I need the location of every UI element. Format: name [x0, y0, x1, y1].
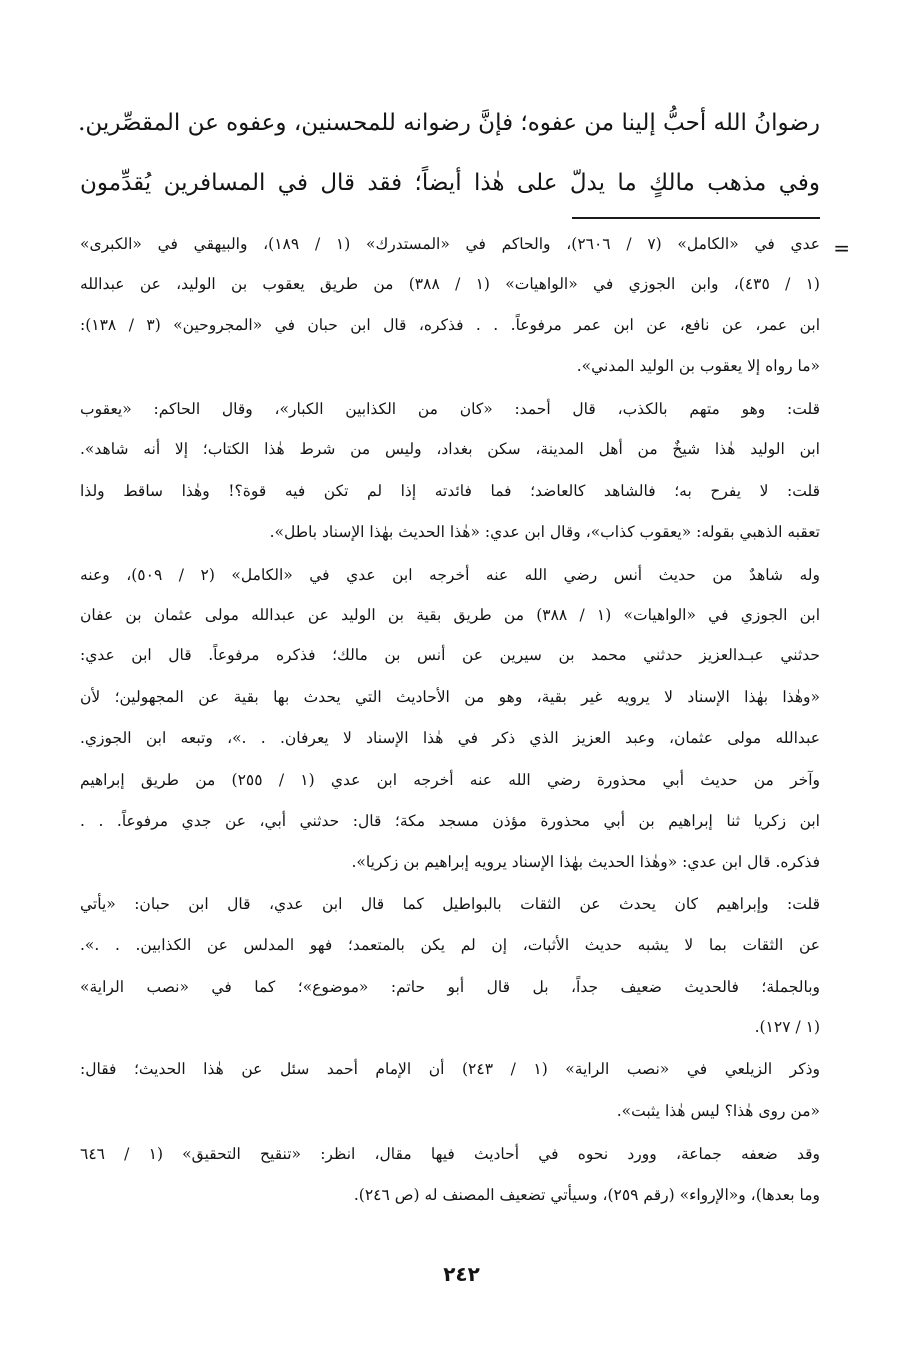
footnote-line-20: (١ / ١٢٧).	[754, 1018, 820, 1036]
footnote-line-14: وآخر من حديث أبي محذورة رضي الله عنه أخرجه ابن عدي (١ / ٢٥٥) من طريق إبراهيم	[80, 771, 820, 789]
footnote-line-7: قلت: لا يفرح به؛ فالشاهد كالعاضد؛ فما فائدته إذا لم تكن فيه قوة؟! وهٰذا ساقط ولذا	[80, 482, 820, 500]
footnote-line-17: قلت: وإبراهيم كان يحدث عن الثقات بالبواطيل كما قال ابن عدي، قال ابن حبان: «يأتي	[80, 895, 820, 913]
footnote-line-5: قلت: وهو متهم بالكذب، قال أحمد: «كان من الكذابين الكبار»، وقال الحاكم: «يعقوب	[80, 400, 820, 418]
main-text-line-2: وفي مذهب مالكٍ ما يدلّ على هٰذا أيضاً؛ فقد قال في المسافرين يُقدِّمون	[80, 170, 820, 196]
footnote-continuation-marker: =	[833, 236, 850, 260]
footnote-line-4: «ما رواه إلا يعقوب بن الوليد المدني».	[576, 357, 820, 375]
footnote-line-21: وذكر الزيلعي في «نصب الراية» (١ / ٢٤٣) أن الإمام أحمد سئل عن هٰذا الحديث؛ فقال:	[80, 1060, 821, 1078]
footnote-line-11: حدثني عبـدالعزيز حدثني محمد بن سيرين عن أنس بن مالك؛ فذكره مرفوعاً. قال ابن عدي:	[80, 646, 820, 664]
footnote-line-8: تعقبه الذهبي بقوله: «يعقوب كذاب»، وقال ابن عدي: «هٰذا الحديث بهٰذا الإسناد باطل».	[269, 523, 820, 541]
footnote-line-10: ابن الجوزي في «الواهيات» (١ / ٣٨٨) من طريق بقية بن الوليد عن عبدالله مولى عثمان بن عفان	[80, 606, 821, 624]
footnote-line-6: ابن الوليد هٰذا شيخٌ من أهل المدينة، سكن بغداد، وليس من شرط هٰذا الكتاب؛ إلا أنه شاهد».	[80, 440, 820, 458]
main-text-line-1: رضوانُ الله أحبُّ إلينا من عفوه؛ فإنَّ رضوانه للمحسنين، وعفوه عن المقصِّرين.	[78, 110, 820, 136]
footnote-line-16: فذكره. قال ابن عدي: «وهٰذا الحديث بهٰذا الإسناد يرويه إبراهيم بن زكريا».	[351, 853, 820, 871]
footnote-line-22: «من روى هٰذا؟ ليس هٰذا يثبت».	[616, 1102, 820, 1120]
footnote-line-13: عبدالله مولى عثمان، وعبد العزيز الذي ذكر في هٰذا الإسناد لا يعرفان. . .»، وتبعه ابن الجوزي.	[80, 729, 820, 747]
footnote-line-23: وقد ضعفه جماعة، وورد نحوه في أحاديث فيها مقال، انظر: «تنقيح التحقيق» (١ / ٦٤٦	[80, 1145, 820, 1163]
footnote-line-18: عن الثقات بما لا يشبه حديث الأثبات، إن لم يكن بالمتعمد؛ فهو المدلس عن الكذابين. . .».	[80, 936, 820, 954]
footnote-line-2: (١ / ٤٣٥)، وابن الجوزي في «الواهيات» (١ / ٣٨٨) من طريق يعقوب بن الوليد، عن عبدالله	[80, 275, 820, 293]
footnote-line-1: عدي في «الكامل» (٧ / ٢٦٠٦)، والحاكم في «المستدرك» (١ / ١٨٩)، والبيهقي في «الكبرى»	[80, 235, 821, 253]
footnote-separator	[572, 217, 820, 219]
footnote-line-12: «وهٰذا بهٰذا الإسناد لا يرويه غير بقية، وهو من الأحاديث التي يحدث بها بقية عن المجهولين؛ لأن	[80, 688, 820, 706]
footnote-line-3: ابن عمر، عن نافع، عن ابن عمر مرفوعاً. . . فذكره، قال ابن حبان في «المجروحين» (٣ / ١٣٨):	[80, 316, 820, 334]
footnote-line-19: وبالجملة؛ فالحديث ضعيف جداً، بل قال أبو حاتم: «موضوع»؛ كما في «نصب الراية»	[80, 978, 820, 996]
footnote-line-15: ابن زكريا ثنا إبراهيم بن أبي محذورة مؤذن مسجد مكة؛ قال: حدثني أبي، عن جدي مرفوعاً. . .	[80, 812, 820, 830]
footnote-line-9: وله شاهدٌ من حديث أنس رضي الله عنه أخرجه ابن عدي في «الكامل» (٢ / ٥٠٩)، وعنه	[80, 566, 821, 584]
footnote-line-24: وما بعدها)، و«الإرواء» (رقم ٢٥٩)، وسيأتي تضعيف المصنف له (ص ٢٤٦).	[353, 1186, 820, 1204]
page-number: ٢٤٢	[443, 1262, 480, 1286]
page-content	[78, 0, 850, 1359]
